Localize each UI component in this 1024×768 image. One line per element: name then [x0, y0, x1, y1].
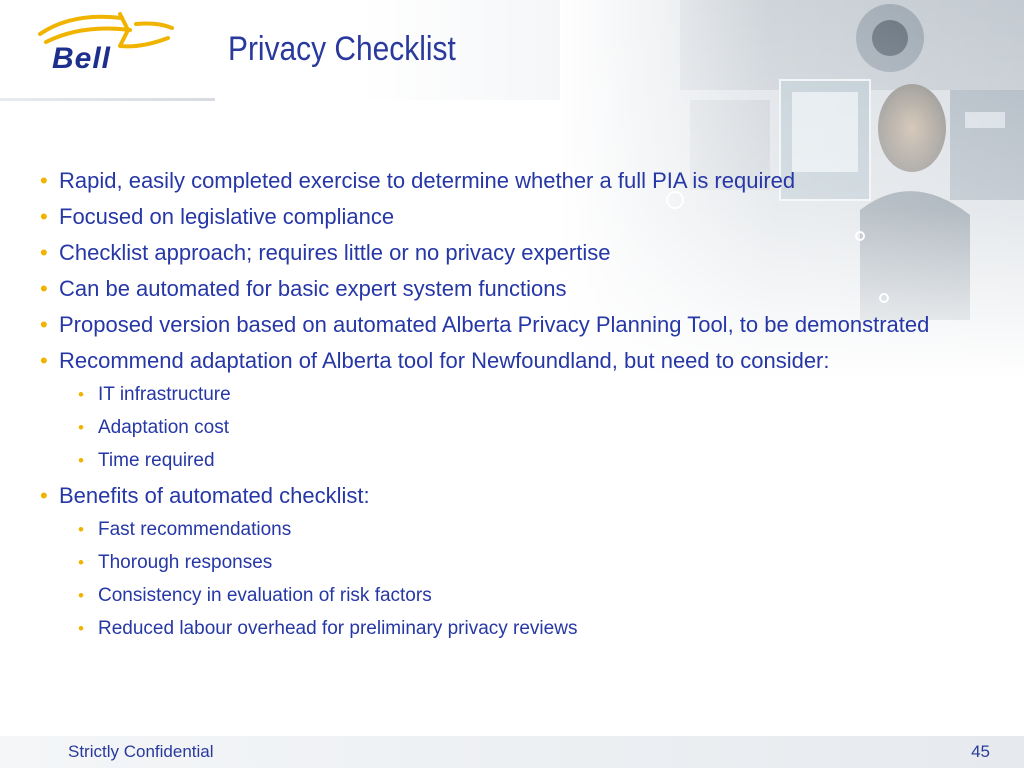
sub-bullet-item: • Adaptation cost: [78, 417, 229, 438]
header-underline: [0, 98, 215, 101]
logo-text: Bell: [52, 42, 112, 75]
page-number: 45: [971, 742, 990, 761]
bullet-item: • Checklist approach; requires little or no privacy expertise: [40, 238, 980, 268]
sub-bullet-item: • Consistency in evaluation of risk factors: [78, 585, 432, 606]
bullet-dot-icon: •: [40, 276, 48, 301]
sub-bullet-item: • IT infrastructure: [78, 384, 231, 405]
bullet-dot-icon: •: [78, 586, 84, 605]
bullet-item: • Rapid, easily completed exercise to determine whether a full PIA is required: [40, 166, 980, 196]
bullet-dot-icon: •: [40, 204, 48, 229]
footer-confidential-label: Strictly Confidential: [68, 742, 214, 761]
bullet-dot-icon: •: [40, 240, 48, 265]
bullet-item: • Benefits of automated checklist:: [40, 481, 980, 511]
bullet-dot-icon: •: [40, 312, 48, 337]
bullet-dot-icon: •: [78, 451, 84, 470]
bullet-item: • Can be automated for basic expert system functions: [40, 274, 980, 304]
bullet-dot-icon: •: [40, 168, 48, 193]
bullet-item: • Recommend adaptation of Alberta tool for Newfoundland, but need to consider:: [40, 346, 980, 376]
bullet-dot-icon: •: [78, 385, 84, 404]
bullet-item: • Focused on legislative compliance: [40, 202, 980, 232]
bullet-dot-icon: •: [78, 520, 84, 539]
bullet-dot-icon: •: [78, 553, 84, 572]
bullet-dot-icon: •: [40, 348, 48, 373]
bullet-dot-icon: •: [40, 483, 48, 508]
bullet-dot-icon: •: [78, 418, 84, 437]
sub-bullet-item: • Reduced labour overhead for preliminary privacy reviews: [78, 618, 578, 639]
bullet-dot-icon: •: [78, 619, 84, 638]
sub-bullet-item: • Fast recommendations: [78, 519, 292, 540]
sub-bullet-item: • Thorough responses: [78, 552, 273, 573]
bullet-list: [40, 166, 980, 649]
page-title: Privacy Checklist: [228, 30, 456, 68]
sub-bullet-item: • Time required: [78, 450, 215, 471]
bullet-item: • Proposed version based on automated Alberta Privacy Planning Tool, to be demonstrated: [40, 310, 980, 340]
